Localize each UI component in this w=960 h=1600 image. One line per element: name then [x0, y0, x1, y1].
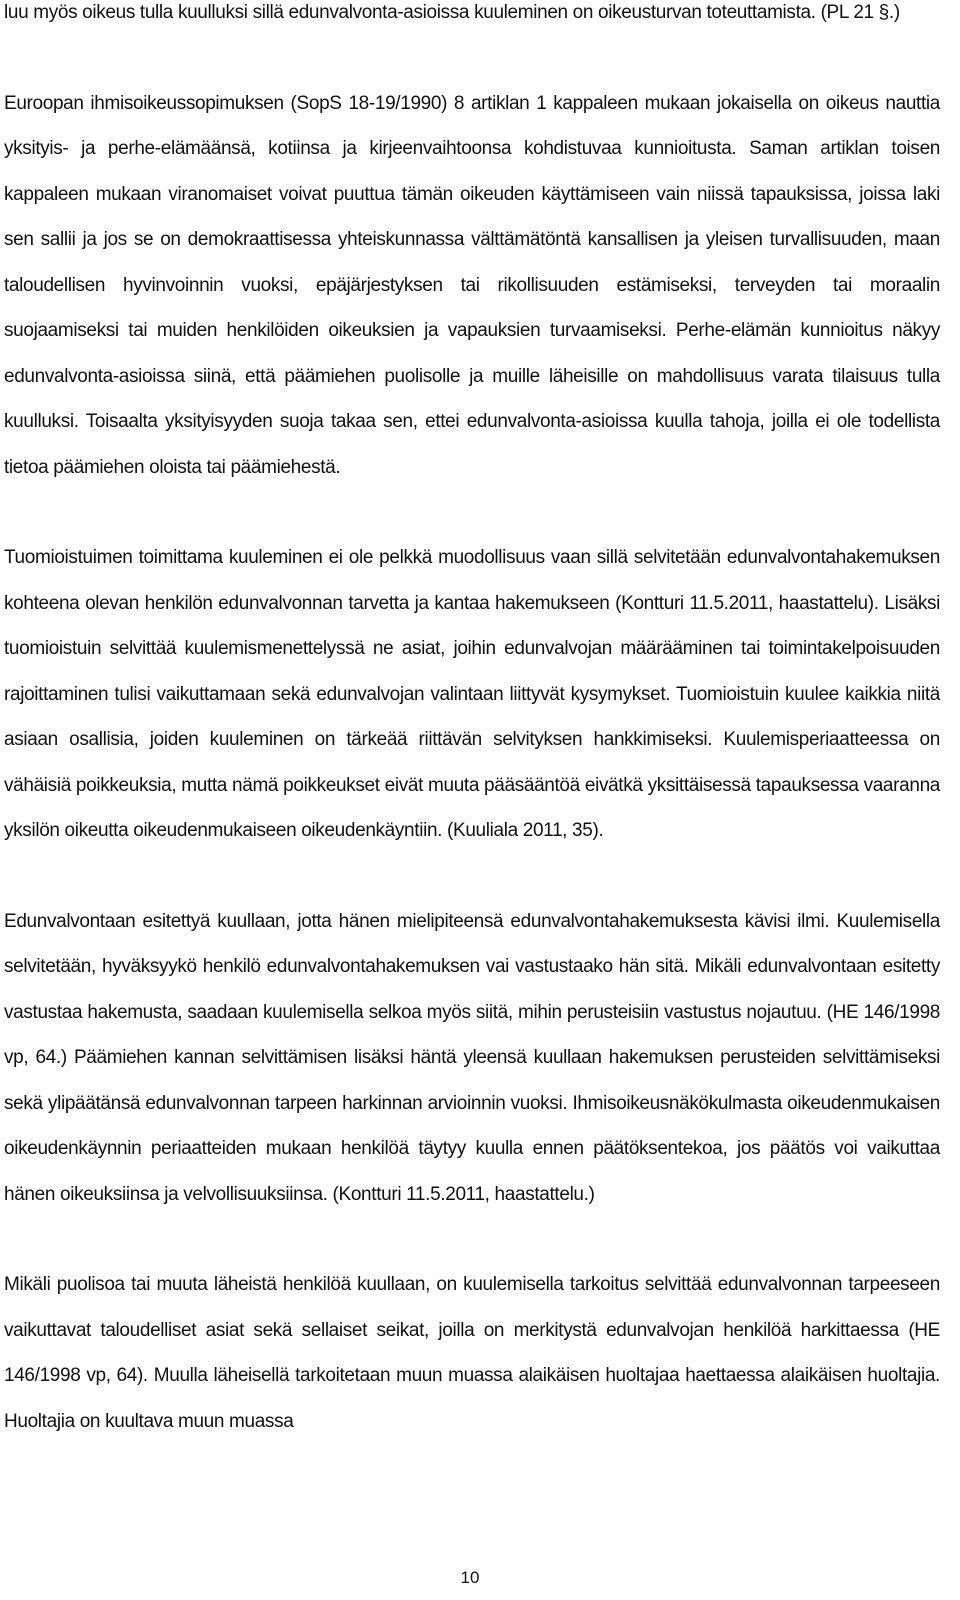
paragraph-spacer: [4, 490, 940, 535]
paragraph-spacer: [4, 854, 940, 899]
paragraph: Euroopan ihmisoikeussopimuksen (SopS 18-19/1990) 8 artiklan 1 kappaleen mukaan jokaisella on oikeus nauttia yksityis- ja perhe-elämäänsä, kotiinsa ja kirjeenvaihtoonsa kohdistuvaa kunnioitusta. Saman artiklan toisen kappaleen mukaan viranomaiset voivat puuttua tämän oikeuden käyttämiseen vain niissä tapauksissa, joissa laki sen sallii ja jos se on demokraattisessa yhteiskunnassa välttämätöntä kansallisen ja yleisen turvallisuuden, maan taloudellisen hyvinvoinnin vuoksi, epäjärjestyksen tai rikollisuuden estämiseksi, terveyden tai moraalin suojaamiseksi tai muiden henkilöiden oikeuksien ja vapauksien turvaamiseksi. Perhe-elämän kunnioitus näkyy edunvalvonta-asioissa siinä, että päämiehen puolisolle ja muille läheisille on mahdollisuus varata tilaisuus tulla kuulluksi. Toisaalta yksityisyyden suoja takaa sen, ettei edunvalvonta-asioissa kuulla tahoja, joilla ei ole todellista tietoa päämiehen oloista tai päämiehestä.: [4, 92, 940, 478]
paragraph-spacer: [4, 1217, 940, 1262]
paragraph: Edunvalvontaan esitettyä kuullaan, jotta hänen mielipiteensä edunvalvontahakemuksesta kävisi ilmi. Kuulemisella selvitetään, hyväksyykö henkilö edunvalvontahakemuksen vai vastustaako hän sitä. Mikäli edunvalvontaan esitetty vastustaa hakemusta, saadaan kuulemisella selkoa myös siitä, mihin perusteisiin vastustus nojautuu. (HE 146/1998 vp, 64.) Päämiehen kannan selvittämisen lisäksi häntä yleensä kuullaan hakemuksen perusteiden selvittämiseksi sekä ylipäätänsä edunvalvonnan tarpeen harkinnan arvioinnin vuoksi. Ihmisoikeusnäkökulmasta oikeudenmukaisen oikeudenkäynnin periaatteiden mukaan henkilöä täytyy kuulla ennen päätöksentekoa, jos päätös voi vaikuttaa hänen oikeuksiinsa ja velvollisuuksiinsa. (Kontturi 11.5.2011, haastattelu.): [4, 910, 940, 1205]
page-number: 10: [460, 1568, 480, 1587]
paragraph-spacer: [4, 36, 940, 81]
paragraph: Tuomioistuimen toimittama kuuleminen ei ole pelkkä muodollisuus vaan sillä selvitetään edunvalvontahakemuksen kohteena olevan henkilön edunvalvonnan tarvetta ja kantaa hakemukseen (Kontturi 11.5.2011, haastattelu). Lisäksi tuomioistuin selvittää kuulemismenettelyssä ne asiat, joihin edunvalvojan määrääminen tai toimintakelpoisuuden rajoittaminen tulisi vaikuttamaan sekä edunvalvojan valintaan liittyvät kysymykset. Tuomioistuin kuulee kaikkia niitä asiaan osallisia, joiden kuuleminen on tärkeää riittävän selvityksen hankkimiseksi. Kuulemisperiaatteessa on vähäisiä poikkeuksia, mutta nämä poikkeukset eivät muuta pääsääntöä eivätkä yksittäisessä tapauksessa vaaranna yksilön oikeutta oikeudenmukaiseen oikeudenkäyntiin. (Kuuliala 2011, 35).: [4, 547, 940, 841]
paragraph: luu myös oikeus tulla kuulluksi sillä edunvalvonta-asioissa kuuleminen on oikeusturvan toteuttamista. (PL 21 §.): [4, 2, 900, 23]
document-page: [4, 0, 940, 1444]
paragraph: Mikäli puolisoa tai muuta läheistä henkilöä kuullaan, on kuulemisella tarkoitus selvittää edunvalvonnan tarpeeseen vaikuttavat taloudelliset asiat sekä sellaiset seikat, joilla on merkitystä edunvalvojan henkilöä harkittaessa (HE 146/1998 vp, 64). Muulla läheisellä tarkoitetaan muun muassa alaikäisen huoltajaa haettaessa alaikäisen huoltajia. Huoltajia on kuultava muun muassa: [4, 1274, 940, 1432]
